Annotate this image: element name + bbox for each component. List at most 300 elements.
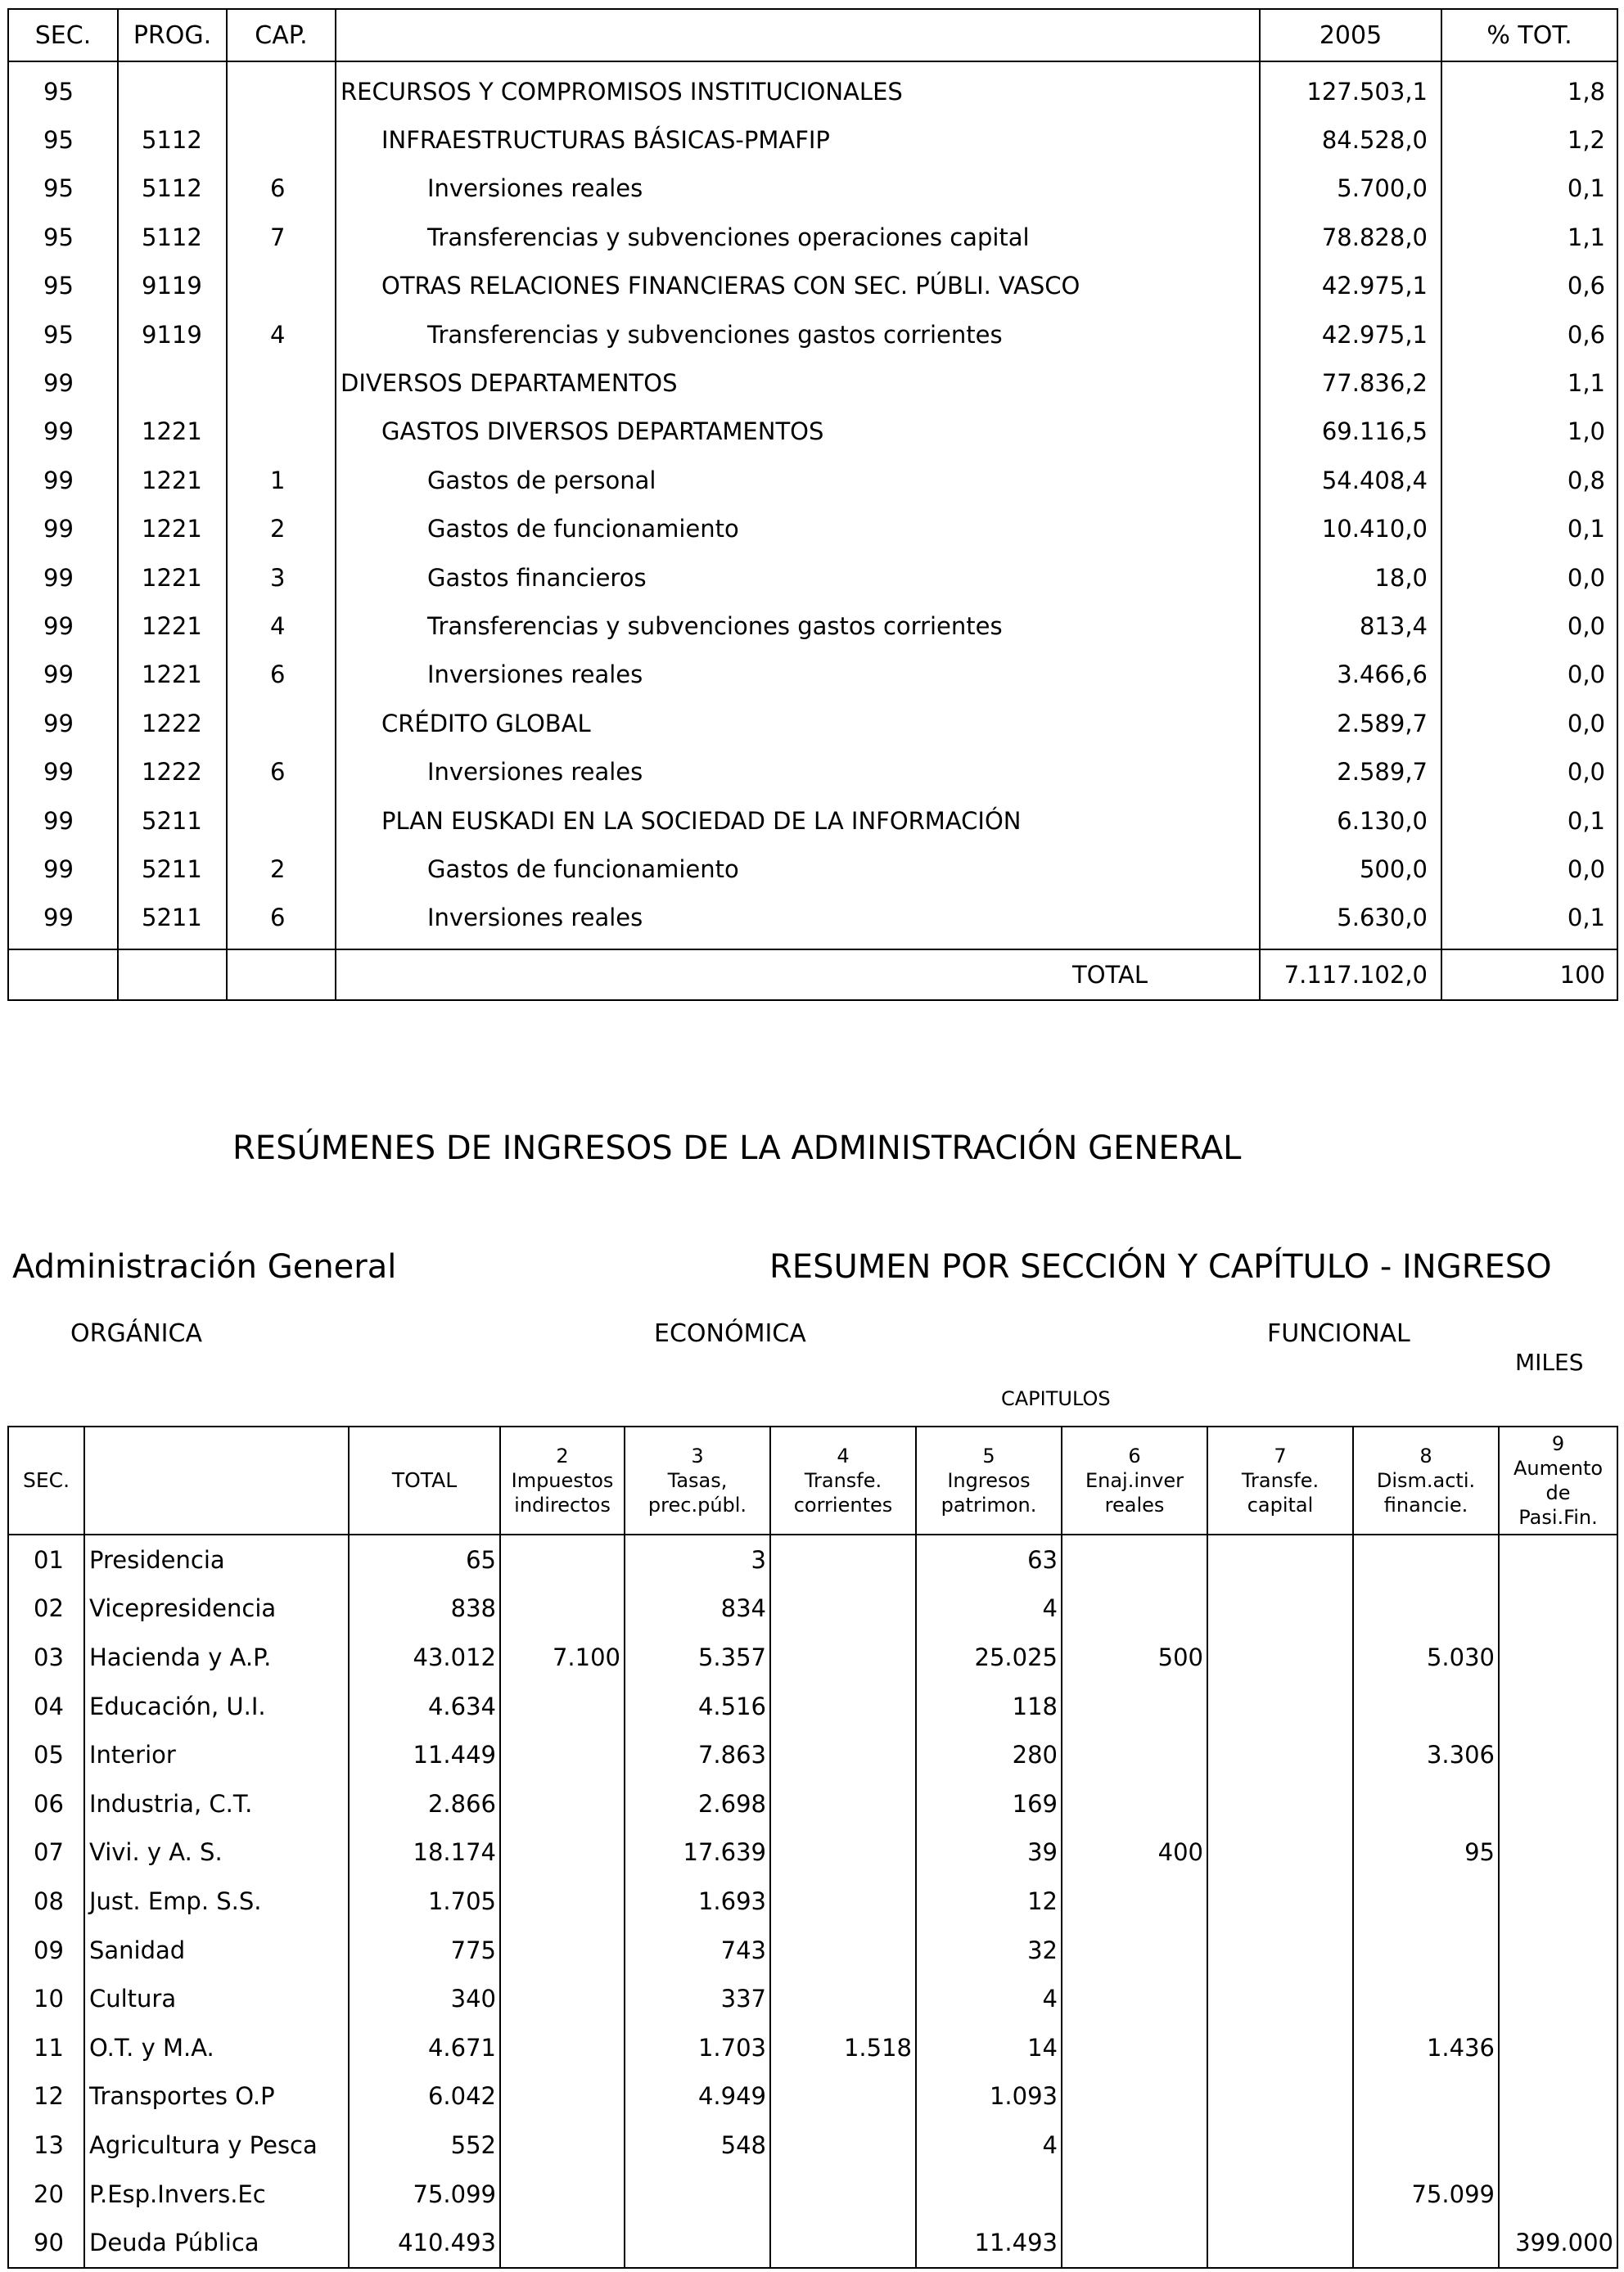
header-pct: % TOT. — [1441, 9, 1617, 61]
cell-c5 — [916, 2170, 1062, 2219]
cell-prog: 9119 — [118, 310, 227, 358]
cell-sec: 99 — [8, 796, 118, 845]
cell-c6: 400 — [1062, 1828, 1207, 1878]
cell-c7 — [1207, 2218, 1353, 2268]
label-economica: ECONÓMICA — [654, 1319, 806, 1348]
cell-desc: Inversiones reales — [336, 894, 1260, 949]
cell-total: 4.634 — [349, 1682, 500, 1731]
cell-pct: 0,0 — [1441, 845, 1617, 893]
cell-sec: 06 — [8, 1779, 84, 1828]
cell-sec: 99 — [8, 358, 118, 407]
header-line: 8 — [1419, 1445, 1432, 1467]
cell-c4 — [770, 2218, 916, 2268]
header-line: Impuestos — [511, 1469, 614, 1492]
cell-c2: 7.100 — [500, 1633, 625, 1682]
cell-total: 410.493 — [349, 2218, 500, 2268]
cell-c3: 7.863 — [625, 1730, 770, 1779]
cell-c4 — [770, 1535, 916, 1585]
cell-amount: 77.836,2 — [1260, 358, 1441, 407]
cell-c3: 743 — [625, 1926, 770, 1975]
cell-c9 — [1499, 1535, 1617, 1585]
table-row — [8, 845, 1617, 893]
header-line: 7 — [1274, 1445, 1287, 1467]
cell-sec: 04 — [8, 1682, 84, 1731]
header-line: 2 — [556, 1445, 569, 1467]
cell-c5: 1.093 — [916, 2072, 1062, 2121]
cell-c5: 4 — [916, 1974, 1062, 2023]
cell-c7 — [1207, 1730, 1353, 1779]
cell-sec: 10 — [8, 1974, 84, 2023]
cell-name: P.Esp.Invers.Ec — [84, 2170, 349, 2219]
cell-desc: Inversiones reales — [336, 747, 1260, 796]
cell-sec: 90 — [8, 2218, 84, 2268]
table-row — [8, 358, 1617, 407]
cell-c5: 32 — [916, 1926, 1062, 1975]
cell-amount: 10.410,0 — [1260, 505, 1441, 553]
cell-c7 — [1207, 2072, 1353, 2121]
cell-c6 — [1062, 2170, 1207, 2219]
cell-c9 — [1499, 1730, 1617, 1779]
cell-c9 — [1499, 2072, 1617, 2121]
cell-cap: 1 — [227, 456, 336, 504]
cell-sec: 02 — [8, 1585, 84, 1634]
total-blank — [227, 949, 336, 1000]
cell-c8 — [1353, 1682, 1499, 1731]
header-line: de — [1545, 1481, 1571, 1504]
header-year: 2005 — [1260, 9, 1441, 61]
cell-c6 — [1062, 1535, 1207, 1585]
summary-title: RESUMEN POR SECCIÓN Y CAPÍTULO - INGRESO — [769, 1248, 1552, 1286]
cell-sec: 11 — [8, 2023, 84, 2072]
cell-c9 — [1499, 2121, 1617, 2170]
cell-c3: 1.703 — [625, 2023, 770, 2072]
cell-pct: 0,0 — [1441, 651, 1617, 699]
cell-c2 — [500, 1828, 625, 1878]
total-pct: 100 — [1441, 949, 1617, 1000]
cell-sec: 05 — [8, 1730, 84, 1779]
cell-name: Agricultura y Pesca — [84, 2121, 349, 2170]
table-row — [8, 1926, 1617, 1975]
cell-c8 — [1353, 2218, 1499, 2268]
cell-pct: 0,6 — [1441, 310, 1617, 358]
header-line: capital — [1247, 1494, 1314, 1517]
cell-cap: 4 — [227, 310, 336, 358]
cell-c4 — [770, 1974, 916, 2023]
table-row — [8, 747, 1617, 796]
cell-cap: 6 — [227, 651, 336, 699]
cell-c8 — [1353, 1974, 1499, 2023]
cell-cap: 2 — [227, 505, 336, 553]
table-row — [8, 2072, 1617, 2121]
cell-total: 18.174 — [349, 1828, 500, 1878]
table-row — [8, 262, 1617, 310]
table-row — [8, 456, 1617, 504]
header-line: 4 — [837, 1445, 850, 1467]
table-row — [8, 553, 1617, 602]
table-row — [8, 1877, 1617, 1926]
cell-desc: PLAN EUSKADI EN LA SOCIEDAD DE LA INFORMACIÓN — [336, 796, 1260, 845]
cell-c6 — [1062, 1730, 1207, 1779]
cell-cap: 6 — [227, 165, 336, 213]
header-name — [84, 1427, 349, 1535]
cell-cap: 2 — [227, 845, 336, 893]
cell-prog: 1221 — [118, 456, 227, 504]
cell-amount: 42.975,1 — [1260, 262, 1441, 310]
cell-prog: 1222 — [118, 747, 227, 796]
cell-total: 1.705 — [349, 1877, 500, 1926]
cell-c3: 337 — [625, 1974, 770, 2023]
cell-pct: 0,1 — [1441, 894, 1617, 949]
cell-c4 — [770, 1633, 916, 1682]
table-row — [8, 651, 1617, 699]
cell-c8 — [1353, 1535, 1499, 1585]
cell-c5: 63 — [916, 1535, 1062, 1585]
income-table-header — [8, 1427, 1617, 1535]
cell-desc: CRÉDITO GLOBAL — [336, 699, 1260, 747]
cell-c2 — [500, 2121, 625, 2170]
cell-desc: INFRAESTRUCTURAS BÁSICAS-PMAFIP — [336, 115, 1260, 164]
cell-sec: 03 — [8, 1633, 84, 1682]
table-row — [8, 2121, 1617, 2170]
cell-cap: 7 — [227, 213, 336, 261]
header-line: Tasas, — [667, 1469, 728, 1492]
cell-c8: 75.099 — [1353, 2170, 1499, 2219]
cell-c2 — [500, 1974, 625, 2023]
cell-pct: 0,0 — [1441, 602, 1617, 650]
section-title: RESÚMENES DE INGRESOS DE LA ADMINISTRACIÓN GENERAL — [232, 1129, 1242, 1167]
cell-c2 — [500, 2170, 625, 2219]
table-row — [8, 1974, 1617, 2023]
table-row — [8, 1730, 1617, 1779]
header-line: 5 — [982, 1445, 995, 1467]
header-cap7 — [1207, 1427, 1353, 1535]
cell-c3: 1.693 — [625, 1877, 770, 1926]
cell-c9: 399.000 — [1499, 2218, 1617, 2268]
cell-c5: 14 — [916, 2023, 1062, 2072]
cell-c5: 169 — [916, 1779, 1062, 1828]
cell-amount: 500,0 — [1260, 845, 1441, 893]
cell-name: Deuda Pública — [84, 2218, 349, 2268]
cell-c2 — [500, 1585, 625, 1634]
cell-sec: 95 — [8, 61, 118, 115]
header-cap4 — [770, 1427, 916, 1535]
cell-name: Vicepresidencia — [84, 1585, 349, 1634]
label-organica: ORGÁNICA — [70, 1319, 202, 1348]
cell-total: 340 — [349, 1974, 500, 2023]
cell-c3: 4.516 — [625, 1682, 770, 1731]
cell-prog: 1221 — [118, 651, 227, 699]
cell-sec: 95 — [8, 213, 118, 261]
cell-sec: 99 — [8, 408, 118, 456]
cell-sec: 09 — [8, 1926, 84, 1975]
admin-title: Administración General — [12, 1248, 397, 1286]
table-row — [8, 2170, 1617, 2219]
cell-total: 838 — [349, 1585, 500, 1634]
cell-c3: 4.949 — [625, 2072, 770, 2121]
cell-c3: 3 — [625, 1535, 770, 1585]
header-cap2 — [500, 1427, 625, 1535]
cell-c2 — [500, 2023, 625, 2072]
cell-c4 — [770, 1779, 916, 1828]
cell-c6 — [1062, 1682, 1207, 1731]
cell-c4 — [770, 1828, 916, 1878]
cell-amount: 54.408,4 — [1260, 456, 1441, 504]
cell-c4 — [770, 2072, 916, 2121]
cell-sec: 07 — [8, 1828, 84, 1878]
cell-c7 — [1207, 1828, 1353, 1878]
cell-total: 6.042 — [349, 2072, 500, 2121]
cell-c9 — [1499, 1585, 1617, 1634]
cell-prog: 1221 — [118, 408, 227, 456]
cell-c8 — [1353, 1877, 1499, 1926]
label-capitulos: CAPITULOS — [1001, 1387, 1111, 1410]
table-row — [8, 505, 1617, 553]
cell-sec: 20 — [8, 2170, 84, 2219]
header-line: corrientes — [793, 1494, 893, 1517]
cell-amount: 2.589,7 — [1260, 747, 1441, 796]
cell-amount: 3.466,6 — [1260, 651, 1441, 699]
cell-c6 — [1062, 1779, 1207, 1828]
cell-c3: 2.698 — [625, 1779, 770, 1828]
cell-desc: RECURSOS Y COMPROMISOS INSTITUCIONALES — [336, 61, 1260, 115]
cell-c7 — [1207, 1633, 1353, 1682]
cell-cap: 6 — [227, 747, 336, 796]
cell-c8 — [1353, 2121, 1499, 2170]
cell-desc: Inversiones reales — [336, 165, 1260, 213]
cell-c8 — [1353, 2072, 1499, 2121]
cell-c9 — [1499, 1779, 1617, 1828]
cell-amount: 42.975,1 — [1260, 310, 1441, 358]
cell-amount: 127.503,1 — [1260, 61, 1441, 115]
cell-sec: 99 — [8, 894, 118, 949]
cell-c2 — [500, 1535, 625, 1585]
cell-sec: 95 — [8, 115, 118, 164]
header-sec: SEC. — [8, 9, 118, 61]
header-sec: SEC. — [8, 1427, 84, 1535]
cell-cap: 4 — [227, 602, 336, 650]
cell-desc: Transferencias y subvenciones gastos corrientes — [336, 602, 1260, 650]
cell-name: O.T. y M.A. — [84, 2023, 349, 2072]
cell-desc: Inversiones reales — [336, 651, 1260, 699]
table-row — [8, 1633, 1617, 1682]
cell-prog: 5112 — [118, 213, 227, 261]
table-row — [8, 165, 1617, 213]
cell-c2 — [500, 1730, 625, 1779]
cell-prog: 1221 — [118, 602, 227, 650]
cell-c5: 25.025 — [916, 1633, 1062, 1682]
cell-c7 — [1207, 1779, 1353, 1828]
cell-c9 — [1499, 2023, 1617, 2072]
table-row — [8, 115, 1617, 164]
header-line: indirectos — [514, 1494, 611, 1517]
header-line: Ingresos — [947, 1469, 1031, 1492]
cell-name: Cultura — [84, 1974, 349, 2023]
cell-c3: 834 — [625, 1585, 770, 1634]
cell-c3: 5.357 — [625, 1633, 770, 1682]
cell-c7 — [1207, 1682, 1353, 1731]
cell-name: Hacienda y A.P. — [84, 1633, 349, 1682]
cell-c6 — [1062, 1877, 1207, 1926]
cell-sec: 01 — [8, 1535, 84, 1585]
cell-prog: 1221 — [118, 553, 227, 602]
cell-sec: 95 — [8, 262, 118, 310]
cell-sec: 99 — [8, 699, 118, 747]
cell-amount: 84.528,0 — [1260, 115, 1441, 164]
cell-total: 65 — [349, 1535, 500, 1585]
cell-c7 — [1207, 1926, 1353, 1975]
cell-prog: 9119 — [118, 262, 227, 310]
cell-total: 11.449 — [349, 1730, 500, 1779]
cell-c4 — [770, 1877, 916, 1926]
cell-c9 — [1499, 1633, 1617, 1682]
cell-amount: 5.700,0 — [1260, 165, 1441, 213]
cell-c5: 11.493 — [916, 2218, 1062, 2268]
header-cap8 — [1353, 1427, 1499, 1535]
cell-desc: Gastos de funcionamiento — [336, 505, 1260, 553]
table-row — [8, 61, 1617, 115]
cell-sec: 99 — [8, 505, 118, 553]
cell-c8: 1.436 — [1353, 2023, 1499, 2072]
cell-c5: 4 — [916, 2121, 1062, 2170]
income-table-body — [8, 1535, 1617, 2268]
cell-c6 — [1062, 2072, 1207, 2121]
cell-total: 552 — [349, 2121, 500, 2170]
cell-pct: 0,6 — [1441, 262, 1617, 310]
cell-pct: 1,8 — [1441, 61, 1617, 115]
cell-desc: GASTOS DIVERSOS DEPARTAMENTOS — [336, 408, 1260, 456]
cell-prog: 1221 — [118, 505, 227, 553]
cell-c5: 12 — [916, 1877, 1062, 1926]
cell-amount: 6.130,0 — [1260, 796, 1441, 845]
cell-sec: 13 — [8, 2121, 84, 2170]
cell-amount: 2.589,7 — [1260, 699, 1441, 747]
cell-total: 43.012 — [349, 1633, 500, 1682]
header-line: financie. — [1383, 1494, 1468, 1517]
cell-c7 — [1207, 1974, 1353, 2023]
cell-sec: 95 — [8, 165, 118, 213]
cell-c7 — [1207, 2121, 1353, 2170]
cell-c7 — [1207, 1535, 1353, 1585]
cell-pct: 0,0 — [1441, 747, 1617, 796]
cell-c9 — [1499, 1974, 1617, 2023]
cell-c6 — [1062, 1585, 1207, 1634]
header-prog: PROG. — [118, 9, 227, 61]
cell-total: 2.866 — [349, 1779, 500, 1828]
cell-prog: 5211 — [118, 845, 227, 893]
expense-table — [7, 8, 1618, 1001]
cell-c4 — [770, 1730, 916, 1779]
expense-table-header — [8, 9, 1617, 61]
cell-cap: 3 — [227, 553, 336, 602]
cell-c8: 95 — [1353, 1828, 1499, 1878]
cell-name: Industria, C.T. — [84, 1779, 349, 1828]
cell-cap — [227, 358, 336, 407]
cell-pct: 1,2 — [1441, 115, 1617, 164]
cell-c7 — [1207, 2023, 1353, 2072]
cell-sec: 12 — [8, 2072, 84, 2121]
expense-table-body — [8, 61, 1617, 1000]
cell-name: Transportes O.P — [84, 2072, 349, 2121]
cell-pct: 0,1 — [1441, 796, 1617, 845]
label-funcional: FUNCIONAL — [1267, 1319, 1410, 1348]
cell-c3: 548 — [625, 2121, 770, 2170]
cell-desc: Gastos de personal — [336, 456, 1260, 504]
header-line: reales — [1104, 1494, 1165, 1517]
table-row — [8, 1779, 1617, 1828]
cell-desc: Transferencias y subvenciones operaciones capital — [336, 213, 1260, 261]
cell-sec: 95 — [8, 310, 118, 358]
cell-c9 — [1499, 1877, 1617, 1926]
cell-desc: Gastos financieros — [336, 553, 1260, 602]
cell-desc: Gastos de funcionamiento — [336, 845, 1260, 893]
cell-pct: 1,1 — [1441, 213, 1617, 261]
cell-c2 — [500, 1682, 625, 1731]
header-line: 6 — [1128, 1445, 1141, 1467]
cell-c7 — [1207, 1877, 1353, 1926]
header-total: TOTAL — [349, 1427, 500, 1535]
table-row — [8, 894, 1617, 949]
cell-pct: 0,8 — [1441, 456, 1617, 504]
cell-c4 — [770, 1682, 916, 1731]
cell-c6 — [1062, 2121, 1207, 2170]
cell-c8 — [1353, 1926, 1499, 1975]
cell-c9 — [1499, 2170, 1617, 2219]
cell-c8: 3.306 — [1353, 1730, 1499, 1779]
total-blank — [118, 949, 227, 1000]
cell-total: 4.671 — [349, 2023, 500, 2072]
label-miles: MILES — [1515, 1349, 1584, 1376]
income-table — [7, 1426, 1618, 2269]
header-cap: CAP. — [227, 9, 336, 61]
cell-sec: 99 — [8, 845, 118, 893]
cell-c6 — [1062, 1974, 1207, 2023]
cell-sec: 99 — [8, 553, 118, 602]
header-line: patrimon. — [941, 1494, 1037, 1517]
cell-amount: 69.116,5 — [1260, 408, 1441, 456]
cell-c8 — [1353, 1779, 1499, 1828]
cell-cap — [227, 408, 336, 456]
header-line: 3 — [691, 1445, 704, 1467]
header-line: 9 — [1551, 1432, 1565, 1455]
cell-cap — [227, 115, 336, 164]
header-line: Pasi.Fin. — [1518, 1506, 1598, 1529]
cell-c3: 17.639 — [625, 1828, 770, 1878]
cell-c6 — [1062, 1926, 1207, 1975]
table-row — [8, 213, 1617, 261]
cell-cap — [227, 262, 336, 310]
cell-desc: Transferencias y subvenciones gastos corrientes — [336, 310, 1260, 358]
cell-prog: 5211 — [118, 894, 227, 949]
cell-prog: 5112 — [118, 115, 227, 164]
table-row — [8, 310, 1617, 358]
cell-name: Educación, U.I. — [84, 1682, 349, 1731]
cell-prog: 5211 — [118, 796, 227, 845]
cell-c9 — [1499, 1682, 1617, 1731]
cell-desc: DIVERSOS DEPARTAMENTOS — [336, 358, 1260, 407]
cell-c5: 118 — [916, 1682, 1062, 1731]
cell-amount: 78.828,0 — [1260, 213, 1441, 261]
cell-c5: 39 — [916, 1828, 1062, 1878]
cell-amount: 813,4 — [1260, 602, 1441, 650]
header-cap5 — [916, 1427, 1062, 1535]
cell-sec: 99 — [8, 456, 118, 504]
total-row — [8, 949, 1617, 1000]
cell-c3 — [625, 2170, 770, 2219]
table-row — [8, 1535, 1617, 1585]
cell-pct: 0,0 — [1441, 553, 1617, 602]
cell-sec: 99 — [8, 747, 118, 796]
cell-c7 — [1207, 1585, 1353, 1634]
